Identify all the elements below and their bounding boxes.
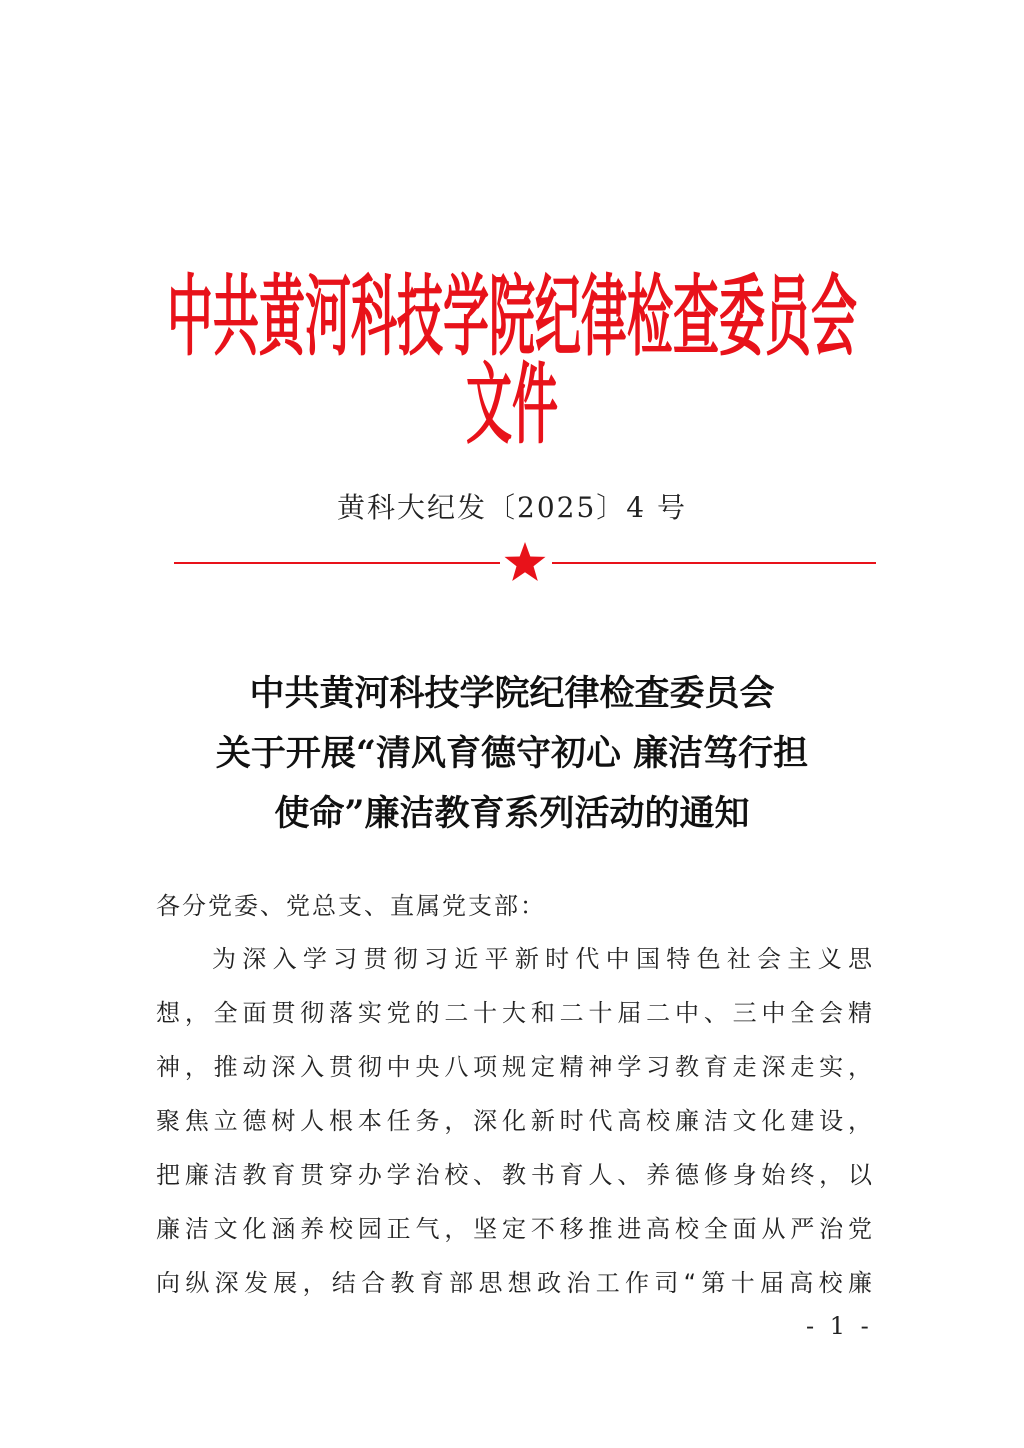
body-line: 为深入学习贯彻习近平新时代中国特色社会主义思 xyxy=(212,945,872,973)
red-divider xyxy=(0,540,1024,586)
divider-line-right xyxy=(552,562,876,564)
body-line: 想，全面贯彻落实党的二十大和二十届二中、三中全会精 xyxy=(156,999,872,1027)
star-icon xyxy=(503,540,547,584)
title-line: 中共黄河科技学院纪律检查委员会 xyxy=(249,673,775,714)
body-line: 廉洁文化涵养校园正气，坚定不移推进高校全面从严治党 xyxy=(156,1215,872,1243)
page-number: - 1 - xyxy=(806,1312,873,1340)
body-paragraph xyxy=(156,932,872,1310)
body-line: 聚焦立德树人根本任务，深化新时代高校廉洁文化建设， xyxy=(156,1107,872,1135)
body-line: 把廉洁教育贯穿办学治校、教书育人、养德修身始终，以 xyxy=(156,1161,872,1189)
body-line: 向纵深发展，结合教育部思想政治工作司“第十届高校廉 xyxy=(156,1269,872,1297)
document-number: 黄科大纪发〔2025〕4 号 xyxy=(337,491,687,524)
title-line: 关于开展“清风育德守初心 廉洁笃行担 xyxy=(215,733,809,774)
divider-line-left xyxy=(174,562,500,564)
notice-title xyxy=(130,664,894,844)
title-line: 使命”廉洁教育系列活动的通知 xyxy=(274,793,750,834)
body-line: 神，推动深入贯彻中央八项规定精神学习教育走深走实， xyxy=(156,1053,872,1081)
salutation: 各分党委、党总支、直属党支部： xyxy=(156,892,546,920)
issuer-red-header: 中共黄河科技学院纪律检查委员会文件 xyxy=(167,264,857,457)
